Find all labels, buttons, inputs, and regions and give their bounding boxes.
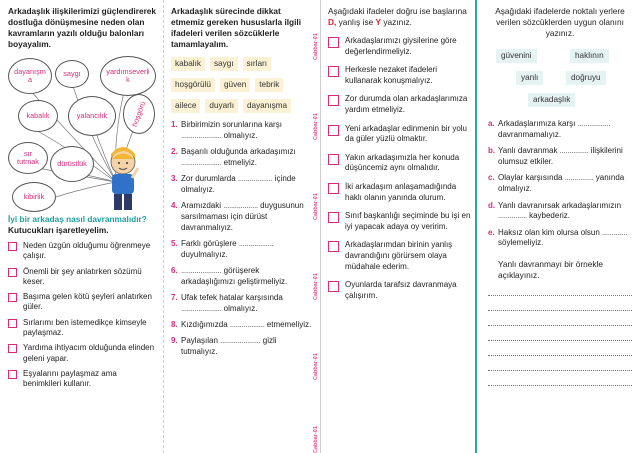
item-letter: a.: [488, 119, 495, 128]
instruction-text: yazınız.: [383, 17, 412, 27]
statement-text: Zor durumda olan arkadaşlarımıza yardım etmeliyiz.: [345, 94, 468, 114]
word-chip: tebrik: [255, 78, 283, 92]
fill-in-item: [171, 146, 312, 168]
answer-blank[interactable]: ...............: [559, 146, 589, 156]
true-false-item: [328, 280, 474, 301]
answer-box[interactable]: [328, 37, 339, 48]
balloon-yardimseverlik[interactable]: [100, 56, 156, 96]
fill-in-item: [171, 200, 312, 233]
word-chip: kabalık: [171, 57, 205, 71]
item-text: etmeliyiz.: [223, 158, 257, 167]
balloon-label: yalancılık: [76, 110, 108, 120]
checkbox[interactable]: [8, 242, 17, 251]
checkbox-list: [8, 241, 157, 390]
answer-box[interactable]: [328, 183, 339, 194]
checkbox-label: Sırlarımı ben istemedikçe kimseyle paylaşmaz.: [23, 317, 147, 338]
item-letter: d.: [488, 200, 496, 210]
instruction-text: yanlış ise: [338, 17, 374, 27]
balloon-label: saygı: [63, 68, 81, 78]
item-text: Farklı görüşlere: [181, 239, 237, 248]
true-false-list: [328, 36, 474, 301]
fill-in-list: [171, 119, 312, 357]
item-number: 8.: [171, 320, 178, 329]
balloon-label: kabalık: [26, 110, 50, 120]
fill-in-item: [171, 265, 312, 287]
example-prompt: Yanlı davranmayı bir örnekle açıklayınız.: [498, 258, 603, 280]
balloon-kibirlik[interactable]: [12, 182, 56, 212]
balloon-activity: [0, 0, 163, 453]
word-choice-list: [488, 119, 632, 249]
answer-blank[interactable]: .....................: [220, 336, 261, 345]
item-text: Paylaşılan: [181, 336, 218, 345]
true-false-item: [328, 94, 474, 115]
item-text: olmalıyız.: [223, 304, 258, 313]
true-false-instruction: [328, 6, 474, 28]
checkbox-label: Başıma gelen kötü şeyleri anlatırken güler.: [23, 292, 152, 312]
word-chip: güvenini: [496, 49, 537, 63]
item-text: söylemeliyiz.: [498, 238, 544, 248]
word-choice-activity: [480, 0, 640, 453]
item-text: kaybederiz.: [529, 211, 570, 221]
item-text: Başarılı olduğunda arkadaşımızı: [181, 147, 296, 156]
fill-in-activity: [163, 0, 318, 453]
item-number: 2.: [171, 147, 178, 156]
answer-line[interactable]: [488, 329, 632, 341]
word-choice-item: [488, 228, 632, 249]
answer-blank[interactable]: .................: [577, 119, 611, 128]
item-text: duyulmalıyız.: [181, 250, 228, 259]
checkbox-label: Önemli bir şey anlatırken sözümü keser.: [23, 266, 142, 286]
item-text: Kızdığımızda: [181, 320, 228, 329]
true-false-activity: [322, 0, 480, 453]
answer-line[interactable]: [488, 314, 632, 326]
item-letter: c.: [488, 173, 495, 183]
item-letter: e.: [488, 227, 495, 237]
child-illustration: [104, 146, 142, 214]
answer-blank[interactable]: .....................: [181, 304, 222, 313]
answer-blank[interactable]: .....................: [181, 266, 222, 275]
balloon-yalancilik[interactable]: [68, 96, 116, 136]
fill-in-item: [171, 173, 312, 195]
word-chip: saygı: [210, 57, 238, 71]
item-text: duygusunun sarsılmaması için dürüst davranmalıyız.: [181, 201, 304, 232]
true-false-item: [328, 211, 474, 232]
word-chip: yanlı: [516, 71, 543, 85]
statement-text: Oyunlarda tarafsız davranmaya çalışırım.: [345, 280, 457, 300]
answer-blank[interactable]: ..................: [223, 201, 258, 210]
item-number: 7.: [171, 293, 178, 302]
side-label: Cabbar-01: [313, 193, 319, 220]
answer-blank[interactable]: ...............: [564, 173, 594, 183]
false-marker: Y: [375, 17, 382, 27]
item-letter: b.: [488, 146, 496, 156]
checkbox[interactable]: [8, 344, 17, 353]
checkbox-item: [8, 267, 157, 288]
answer-line[interactable]: [488, 359, 632, 371]
fill-in-item: [171, 292, 312, 314]
instruction-text: Aşağıdaki ifadeler doğru ise başlarına: [328, 6, 467, 16]
item-text: Aramızdaki: [181, 201, 222, 210]
statement-text: Yeni arkadaşlar edinmenin bir yolu da güler yüzlü olmaktır.: [345, 123, 467, 144]
item-text: Ufak tefek hatalar karşısında: [181, 293, 283, 302]
statement-text: Sınıf başkanlığı seçiminde bu işi en iyi yapacak adaya oy veririm.: [345, 211, 471, 231]
answer-blank[interactable]: .....................: [181, 131, 222, 140]
answer-line[interactable]: [488, 344, 632, 356]
answer-blank[interactable]: ..................: [237, 174, 273, 183]
side-label: Cabbar-01: [313, 353, 319, 380]
statement-text: İki arkadaşım anlaşamadığında haklı olanın yanında olurum.: [345, 181, 457, 202]
answer-box[interactable]: [328, 212, 339, 223]
fill-in-item: [171, 119, 312, 141]
checkbox[interactable]: [8, 293, 17, 302]
balloon-kabalik[interactable]: [18, 100, 58, 132]
word-chip: haklının: [570, 49, 609, 63]
answer-box[interactable]: [328, 241, 339, 252]
item-text: etmemeliyiz.: [266, 320, 312, 329]
balloon-label: dayanışma: [14, 66, 46, 84]
true-marker: D,: [328, 17, 337, 27]
word-choice-instruction: Aşağıdaki ifadelerde noktalı yerlere verilen sözcüklerden uygun olanını yazınız.: [495, 6, 625, 38]
item-text: davranmamalıyız.: [498, 129, 562, 139]
balloon-durustluk[interactable]: [50, 146, 94, 182]
item-text: ilişkilerini olumsuz etkiler.: [498, 146, 623, 166]
word-bank: [171, 57, 312, 113]
balloon-label: hoşgörü: [129, 99, 148, 128]
answer-blank[interactable]: ..................: [238, 239, 274, 248]
side-label: Cabbar-01: [313, 33, 319, 60]
balloon-label: kibirlik: [23, 191, 45, 201]
answer-lines[interactable]: [488, 284, 632, 386]
answer-blank[interactable]: ..................: [229, 320, 265, 329]
fill-in-item: [171, 335, 312, 357]
item-text: Birbirimizin sorunlarına karşı: [181, 120, 282, 129]
answer-line[interactable]: [488, 284, 632, 296]
item-text: Yanlı davranmak: [498, 146, 558, 156]
item-number: 9.: [171, 336, 178, 345]
answer-box[interactable]: [328, 66, 339, 77]
side-label: Cabbar-01: [313, 113, 319, 140]
word-choice-item: [488, 146, 632, 167]
answer-blank[interactable]: ...............: [498, 211, 527, 221]
balloon-label: sır tutmak: [17, 148, 39, 166]
item-text: içinde olmalıyız.: [181, 174, 296, 194]
balloon-dayanisma[interactable]: [8, 58, 52, 94]
answer-box[interactable]: [328, 125, 339, 136]
balloon-instruction: Arkadaşlık ilişkilerimizi güçlendirerek dostluğa dönüşmesine neden olan kavramların yazılı olduğu balonları boyayalım.: [8, 6, 157, 49]
balloon-hosgoru[interactable]: [123, 94, 155, 134]
balloon-saygi[interactable]: [55, 60, 89, 88]
item-text: görüşerek arkadaşlığımızı geliştirmeliyiz.: [181, 266, 288, 286]
item-number: 1.: [171, 120, 178, 129]
statement-text: Arkadaşlarımızı giysilerine göre değerlendirmeliyiz.: [345, 36, 457, 56]
checkbox-item: [8, 318, 157, 339]
checkbox[interactable]: [8, 319, 17, 328]
answer-blank[interactable]: .....................: [181, 158, 222, 167]
fill-in-instruction: Arkadaşlık sürecinde dikkat etmemiz gereken hususlarla ilgili ifadeleri verilen sözcüklerle tamamlayalım.: [171, 6, 302, 49]
checkbox-item: [8, 292, 157, 313]
true-false-item: [328, 182, 474, 203]
word-choice-item: [488, 119, 632, 140]
word-choice-item: [488, 201, 632, 222]
question-heading: İyi bir arkadaş nasıl davranmalıdır?: [8, 214, 147, 224]
checkbox-instruction: Kutucukları işaretleyelim.: [8, 225, 109, 235]
true-false-item: [328, 36, 474, 57]
answer-line[interactable]: [488, 299, 632, 311]
word-chip: hoşgörülü: [171, 78, 215, 92]
checkbox-item: [8, 343, 157, 364]
checkbox[interactable]: [8, 370, 17, 379]
balloon-label: yardımseverlik: [106, 66, 150, 84]
fill-in-item: [171, 319, 312, 330]
true-false-item: [328, 124, 474, 145]
fill-in-item: [171, 238, 312, 260]
item-number: 4.: [171, 201, 178, 210]
item-number: 5.: [171, 239, 178, 248]
word-chip: dayanışma: [243, 99, 291, 113]
balloon-sir-tutmak[interactable]: [8, 142, 48, 174]
statement-text: Herkesle nezaket ifadeleri kullanarak konuşmalıyız.: [345, 65, 438, 85]
answer-blank[interactable]: .............: [602, 227, 628, 237]
word-chip: doğruyu: [566, 71, 606, 85]
side-label: Cabbar-01: [313, 273, 319, 300]
true-false-item: [328, 153, 474, 174]
word-chip: duyarlı: [205, 99, 238, 113]
item-text: Zor durumlarda: [181, 174, 236, 183]
item-text: Haksız olan kim olursa olsun: [498, 227, 600, 237]
item-text: Olaylar karşısında: [498, 173, 563, 183]
word-chip: ailece: [171, 99, 200, 113]
item-text: Arkadaşlarımıza karşı: [498, 119, 576, 128]
item-text: gizli tutmalıyız.: [181, 336, 277, 356]
checkbox-label: Neden üzgün olduğumu öğrenmeye çalışır.: [23, 241, 151, 261]
word-bank: [488, 45, 632, 113]
answer-box[interactable]: [328, 281, 339, 292]
checkbox-label: Yardıma ihtiyacım olduğunda elinden geleni yapar.: [23, 343, 155, 363]
statement-text: Yakın arkadaşımızla her konuda düşüncemiz aynı olmalıdır.: [345, 152, 460, 173]
side-label: Cabbar-01: [313, 426, 319, 453]
item-number: 6.: [171, 266, 178, 275]
word-chip: arkadaşlık: [528, 93, 575, 107]
answer-line[interactable]: [488, 374, 632, 386]
item-text: olmalıyız.: [223, 131, 258, 140]
item-text: yanında olmalıyız.: [498, 173, 625, 193]
true-false-item: [328, 65, 474, 86]
word-choice-item: [488, 173, 632, 194]
checkbox-label: Eşyalarını paylaşmaz ama benimkileri kullanır.: [23, 368, 117, 389]
true-false-item: [328, 240, 474, 272]
word-chip: sırları: [243, 57, 271, 71]
balloon-label: dürüstlük: [57, 158, 87, 168]
balloon-cluster: [8, 54, 157, 214]
item-number: 3.: [171, 174, 178, 183]
checkbox-item: [8, 241, 157, 262]
answer-box[interactable]: [328, 154, 339, 165]
checkbox-item: [8, 369, 157, 390]
checkbox[interactable]: [8, 268, 17, 277]
item-text: Yanlı davranırsak arkadaşlarımızın: [498, 200, 622, 210]
word-chip: güven: [220, 78, 250, 92]
statement-text: Arkadaşlarımdan birinin yanlış davrandığını görürsem olaya müdahale ederim.: [345, 240, 453, 271]
answer-box[interactable]: [328, 95, 339, 106]
